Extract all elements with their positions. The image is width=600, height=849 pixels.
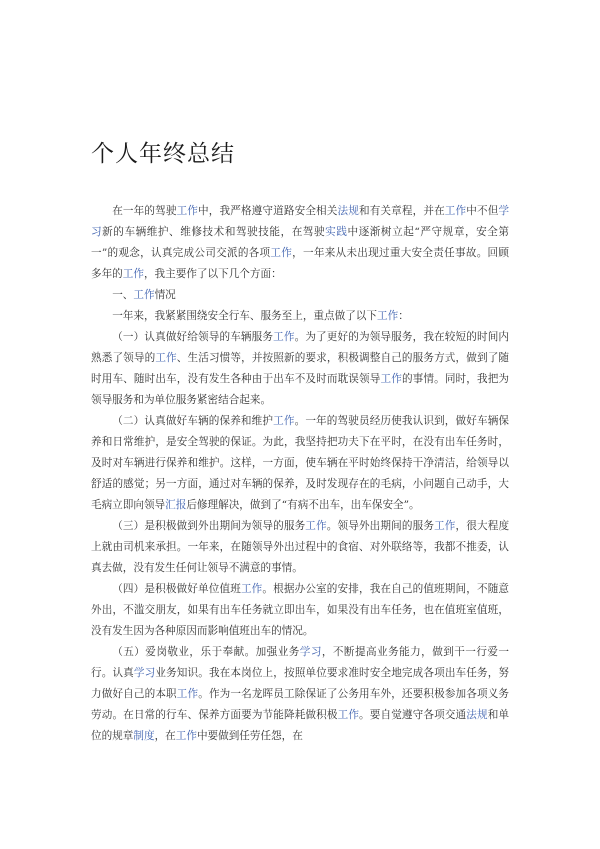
paragraph-text: 。作为一名龙晖员工除保证了公务用车外，还要积极参加各项义务劳动。在日常的行车、保养方面要为节能降耗做积极: [91, 688, 510, 721]
paragraph-text: ，一年来从未出现过重大安全责任事故。回顾多年的: [91, 247, 510, 280]
paragraph-text: 后修理解决，做到了“有病不出车，出车保安全”。: [186, 499, 420, 511]
paragraph-text: ，我主要作了以下几个方面：: [143, 268, 282, 280]
keyword-link[interactable]: 工作: [240, 583, 263, 595]
paragraph-text: 一年来，我紧紧围绕安全行车、服务至上，重点做了以下: [112, 310, 378, 322]
keyword-link[interactable]: 学习: [133, 667, 156, 679]
keyword-link[interactable]: 学习: [91, 205, 510, 238]
paragraph: [91, 411, 509, 516]
paragraph-text: 中不但: [466, 205, 499, 217]
paragraph: [91, 285, 509, 306]
paragraph-text: 业务知识。我在本岗位上，按照单位要求准时安全地完成各项出车任务，努力做好自己的本职: [91, 667, 510, 700]
keyword-link[interactable]: 工作: [273, 331, 295, 343]
paragraph-text: 一、: [112, 289, 134, 301]
paragraph-text: 在一年的驾驶: [112, 205, 177, 217]
paragraph-text: （三）是积极做到外出期间为领导的服务: [112, 520, 306, 532]
paragraph-text: 和有关章程，并在: [358, 205, 445, 217]
paragraph-text: 。领导外出期间的服务: [326, 520, 435, 532]
keyword-link[interactable]: 汇报: [165, 499, 187, 511]
keyword-link[interactable]: 工作: [175, 730, 197, 742]
paragraph: [91, 201, 509, 285]
keyword-link[interactable]: 工作: [155, 352, 177, 364]
paragraph-text: 情况: [154, 289, 176, 301]
paragraph-text: 。根据办公室的安排，我在自己的值班期间，不随意外出，不滥交朋友，如果有出车任务就立即出车，如果没有出车任务，也在值班室值班，没有发生因为各种原因而影响值班出车的情况。: [91, 583, 510, 637]
keyword-link[interactable]: 法规: [466, 709, 488, 721]
paragraph-text: 新的车辆维护、维修技术和驾驶技能，在驾驶: [102, 226, 326, 238]
keyword-link[interactable]: 工作: [270, 247, 293, 259]
keyword-link[interactable]: 法规: [337, 205, 359, 217]
paragraph-text: （四）是积极做好单位值班: [112, 583, 241, 595]
keyword-link[interactable]: 工作: [305, 520, 327, 532]
keyword-link[interactable]: 工作: [444, 205, 467, 217]
paragraph-text: ，不断提高业务能力，做到干一行爱一行。认真: [91, 646, 510, 679]
paragraph-text: （一）认真做好给领导的车辆服务: [112, 331, 274, 343]
paragraph-text: 的事情。同时，我把为领导服务和为单位服务紧密结合起来。: [91, 373, 510, 406]
paragraph: [91, 516, 509, 579]
keyword-link[interactable]: 工作: [337, 709, 360, 721]
paragraph-text: ，很大程度上就由司机来承担。一年来，在随领导外出过程中的食宿、对外联络等，我都不推委，认真去做，没有发生任何让领导不满意的事情。: [91, 520, 510, 574]
paragraph-text: 。一年的驾驶员经历使我认识到，做好车辆保养和日常维护，是安全驾驶的保证。为此，我坚持把功夫下在平时，在没有出车任务时，及时对车辆进行保养和维护。这样，一方面，使车辆在平时始终保持干净清洁，给领导以舒适的感觉；另一方面，通过对车辆的保养，及时发现存在的毛病，小问题自己动手，大毛病立即向领导: [91, 415, 510, 511]
keyword-link[interactable]: 工作: [122, 268, 144, 280]
paragraph-text: （五）爱岗敬业，乐于奉献。加强业务: [112, 646, 300, 658]
paragraph-text: 和单位的规章: [91, 709, 510, 742]
keyword-link[interactable]: 工作: [273, 415, 295, 427]
paragraph-text: 、生活习惯等，并按照新的要求，积极调整自己的服务方式，做到了随时用车、随时出车，没有发生各种由于出车不及时而耽误领导: [91, 352, 510, 385]
document-title: 个人年终总结: [91, 141, 235, 167]
paragraph-text: ，在: [154, 730, 176, 742]
paragraph: [91, 642, 509, 747]
keyword-link[interactable]: 工作: [380, 373, 402, 385]
keyword-link[interactable]: 工作: [176, 205, 199, 217]
paragraph-text: （二）认真做好车辆的保养和维护: [112, 415, 274, 427]
document-body: [91, 201, 509, 747]
paragraph-text: ：: [398, 310, 409, 322]
paragraph-text: 中逐渐树立起“严守规章，安全第一”的观念，认真完成公司交派的各项: [91, 226, 510, 259]
keyword-link[interactable]: 学习: [299, 646, 322, 658]
keyword-link[interactable]: 实践: [325, 226, 348, 238]
paragraph: [91, 327, 509, 411]
paragraph-text: 中要做到任劳任怨，在: [196, 730, 303, 742]
keyword-link[interactable]: 工作: [133, 289, 155, 301]
keyword-link[interactable]: 工作: [434, 520, 456, 532]
paragraph: [91, 306, 509, 327]
keyword-link[interactable]: 工作: [377, 310, 399, 322]
paragraph-text: 。要自觉遵守各项交通: [359, 709, 467, 721]
paragraph-text: 中，我严格遵守道路安全相关: [198, 205, 338, 217]
keyword-link[interactable]: 制度: [133, 730, 155, 742]
keyword-link[interactable]: 工作: [176, 688, 199, 700]
paragraph-text: 。为了更好的为领导服务，我在较短的时间内熟悉了领导的: [91, 331, 510, 364]
paragraph: [91, 579, 509, 642]
